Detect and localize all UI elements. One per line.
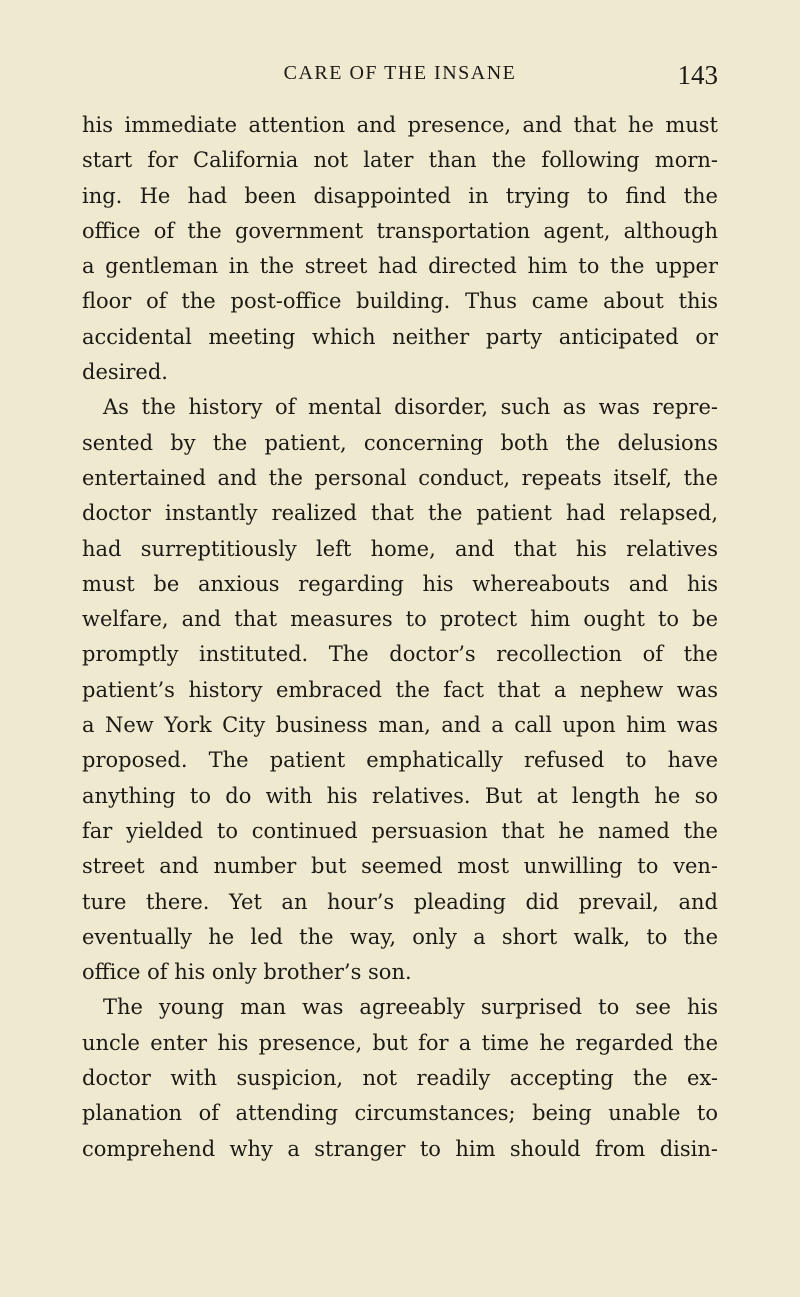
running-head: [82, 58, 718, 92]
text-line: office of the government transportation agent, although: [82, 218, 718, 243]
text-line: patient’s history embraced the fact that a nephew was: [82, 677, 718, 702]
text-line: anything to do with his relatives. But at length he so: [82, 783, 718, 808]
text-line: ing. He had been disappointed in trying to find the: [82, 183, 718, 208]
text-line: ture there. Yet an hour’s pleading did prevail, and: [82, 889, 718, 914]
text-line: accidental meeting which neither party anticipated or: [82, 324, 718, 349]
text-line: street and number but seemed most unwilling to ven-: [82, 854, 718, 879]
paragraph-2: [82, 390, 718, 990]
text-line: proposed. The patient emphatically refused to have: [82, 748, 718, 773]
text-line: As the history of mental disorder, such as was repre-: [103, 395, 718, 420]
text-line: a gentleman in the street had directed him to the upper: [82, 254, 718, 279]
text-line: uncle enter his presence, but for a time he regarded the: [82, 1030, 718, 1055]
text-line: far yielded to continued persuasion that he named the: [82, 818, 718, 843]
text-line: promptly instituted. The doctor’s recollection of the: [82, 642, 718, 667]
text-line: comprehend why a stranger to him should from disin-: [82, 1136, 718, 1161]
text-line: doctor instantly realized that the patient had relapsed,: [82, 501, 718, 526]
page-number: 143: [677, 60, 718, 90]
paragraph-3: [82, 990, 718, 1166]
paragraph-1: [82, 108, 718, 390]
text-line: had surreptitiously left home, and that his relatives: [82, 536, 718, 561]
text-line: a New York City business man, and a call upon him was: [82, 713, 718, 738]
text-line: office of his only brother’s son.: [82, 960, 412, 985]
body-text: [82, 108, 718, 1167]
text-line: planation of attending circumstances; being unable to: [82, 1101, 718, 1126]
running-title: CARE OF THE INSANE: [283, 62, 517, 84]
text-line: must be anxious regarding his whereabouts and his: [82, 571, 718, 596]
text-line: desired.: [82, 360, 168, 385]
text-line: doctor with suspicion, not readily accepting the ex-: [82, 1066, 718, 1091]
text-line: start for California not later than the following morn-: [82, 148, 718, 173]
text-line: sented by the patient, concerning both the delusions: [82, 430, 718, 455]
text-line: entertained and the personal conduct, repeats itself, the: [82, 465, 718, 490]
text-line: The young man was agreeably surprised to see his: [103, 995, 718, 1020]
text-line: his immediate attention and presence, and that he must: [82, 113, 718, 137]
text-line: floor of the post-office building. Thus came about this: [82, 289, 718, 314]
text-line: welfare, and that measures to protect him ought to be: [82, 607, 718, 632]
text-line: eventually he led the way, only a short walk, to the: [82, 924, 718, 949]
